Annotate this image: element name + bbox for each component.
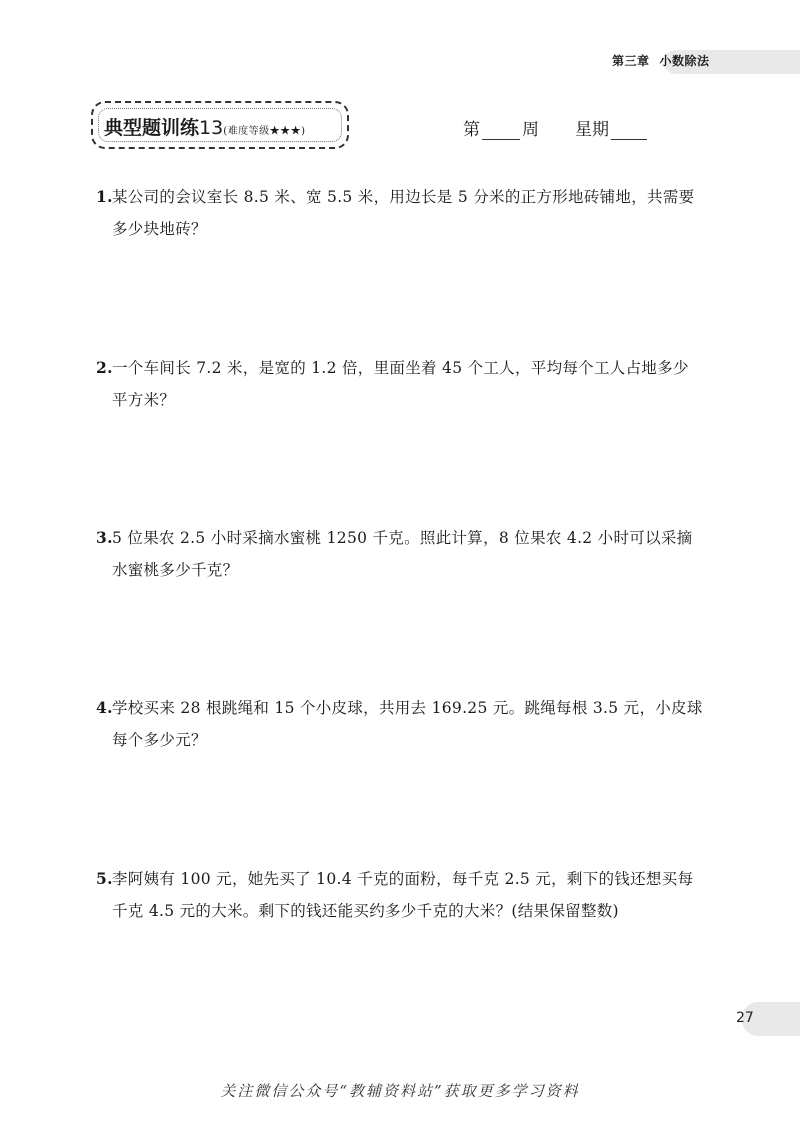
weekday-label: 星期 [575, 120, 609, 140]
problem-text-line1: 5 位果农 2.5 小时采摘水蜜桃 1250 千克。照此计算，8 位果农 4.2 小时可以采摘 [112, 529, 693, 547]
problem-1 [96, 181, 708, 245]
weekday-blank[interactable] [611, 121, 647, 140]
problem-text-line1: 一个车间长 7.2 米，是宽的 1.2 倍，里面坐着 45 个工人，平均每个工人占地多少 [112, 359, 689, 377]
problem-text-line2: 每个多少元？ [112, 731, 207, 749]
problem-3 [96, 522, 708, 586]
problem-5 [96, 863, 708, 927]
exercise-title-number: 13 [199, 117, 224, 139]
week-prefix: 第 [463, 120, 480, 140]
difficulty-label: (难度等级★★★) [223, 126, 306, 137]
problem-text-line2: 水蜜桃多少千克？ [112, 561, 239, 579]
problem-number: 2. [96, 358, 113, 377]
exercise-title [104, 113, 306, 140]
chapter-number: 第三章 [612, 54, 650, 68]
problem-text-line1: 某公司的会议室长 8.5 米、宽 5.5 米，用边长是 5 分米的正方形地砖铺地，共需要 [112, 188, 695, 206]
problem-text-line2: 千克 4.5 元的大米。剩下的钱还能买约多少千克的大米？(结果保留整数) [112, 902, 619, 920]
week-blank[interactable] [482, 121, 520, 140]
chapter-header [612, 52, 710, 69]
problem-text-line2: 平方米？ [112, 391, 176, 409]
problem-number: 5. [96, 869, 113, 888]
problem-number: 1. [96, 187, 113, 206]
exercise-title-main: 典型题训练 [104, 117, 200, 139]
problem-2 [96, 352, 708, 416]
week-suffix: 周 [522, 120, 539, 140]
page-number: 27 [736, 1010, 754, 1026]
problem-4 [96, 692, 708, 756]
problem-text-line1: 学校买来 28 根跳绳和 15 个小皮球，共用去 169.25 元。跳绳每根 3.5 元，小皮球 [112, 699, 703, 717]
problem-text-line1: 李阿姨有 100 元，她先买了 10.4 千克的面粉，每千克 2.5 元，剩下的钱还想买每 [112, 870, 694, 888]
week-day-fields [463, 115, 649, 140]
problem-number: 3. [96, 528, 113, 547]
problem-number: 4. [96, 698, 113, 717]
problem-text-line2: 多少块地砖？ [112, 220, 207, 238]
chapter-section: 小数除法 [659, 54, 710, 68]
footer-watermark: 关注微信公众号“教辅资料站”获取更多学习资料 [220, 1082, 580, 1100]
